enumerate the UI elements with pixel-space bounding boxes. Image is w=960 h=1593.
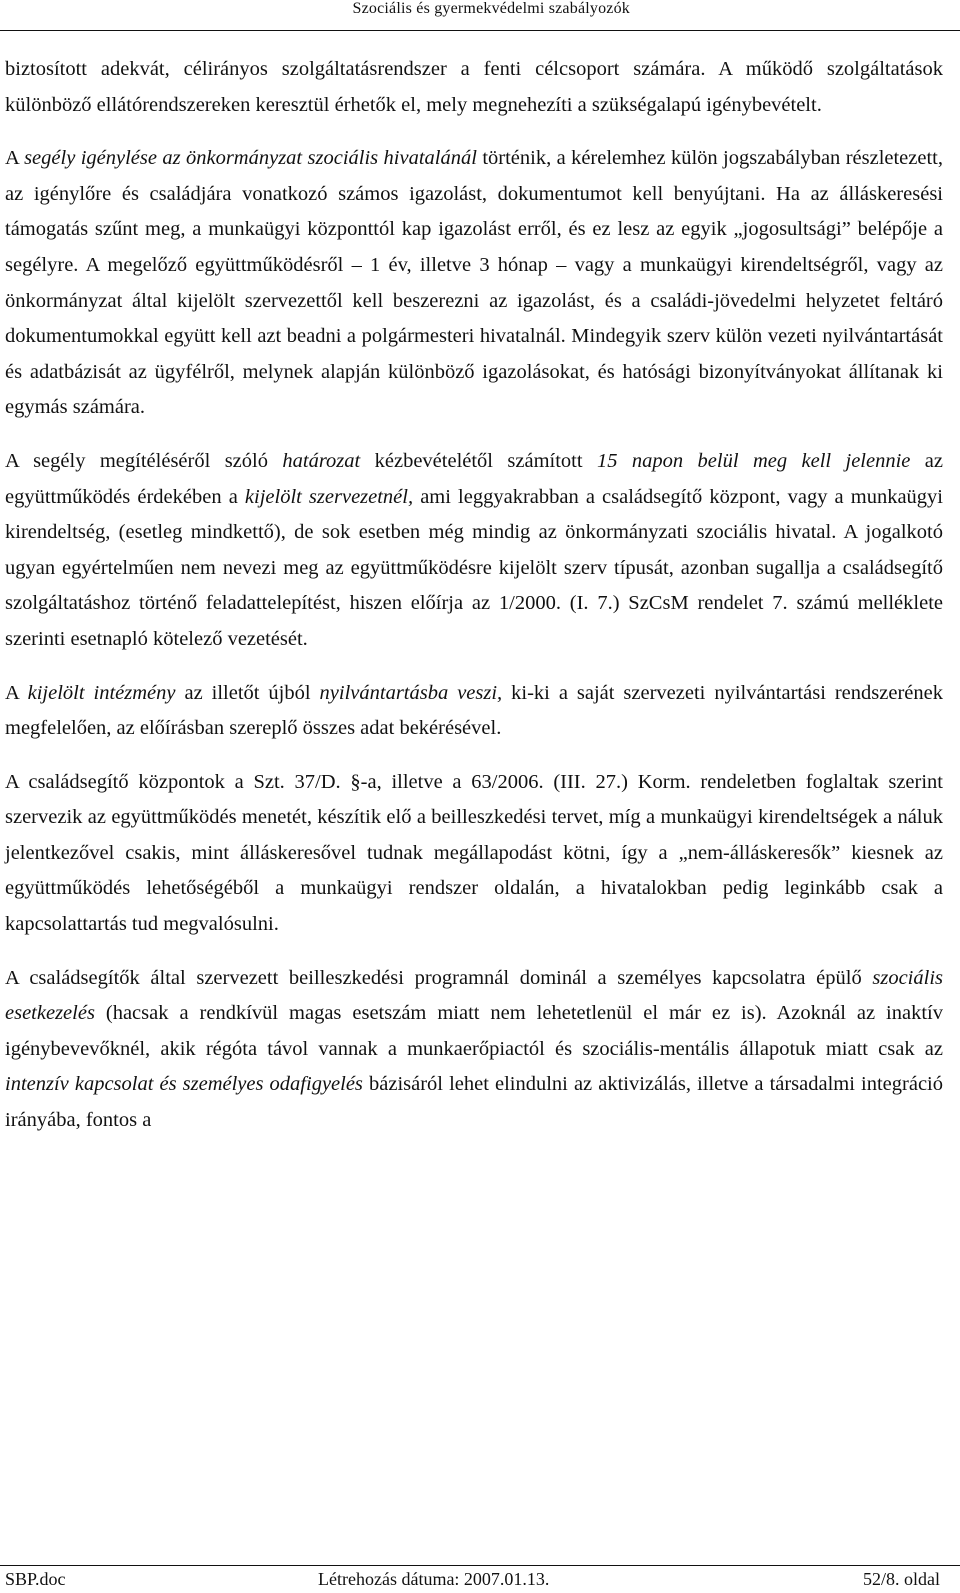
text-run: történik, a kérelemhez külön jogszabályban részletezett, az igénylőre és családjára vonatkozó számos igazolást, dokumentumot kell benyújtani. Ha az álláskeresési támogatás szűnt meg, a munkaügyi központtól kap igazolást erről, és ez lesz az egyik „jogosultsági” belépője a segélyre. A megelőző együttműködésről – 1 év, illetve 3 hónap – vagy a munkaügyi kirendeltségről, vagy az önkormányzat által kijelölt szervezettől kell beszerezni az igazolást, és a családi-jövedelmi helyzetet feltáró dokumentumokkal együtt kell azt beadni a polgármesteri hivatalnál. Mindegyik szerv külön vezeti nyilvántartását és adatbázisát az ügyfélről, melynek alapján különböző igazolásokat, és hatósági bizonyítványokat állítanak ki egymás számára. xyxy=(5,147,943,419)
paragraph xyxy=(5,961,943,1139)
footer-divider xyxy=(0,1565,960,1566)
text-run: bázisáról lehet elindulni az aktivizálás, illetve a társadalmi integráció irányába, fontos a xyxy=(5,1073,943,1132)
footer-filename: SBP.doc xyxy=(5,1569,66,1589)
text-run: A xyxy=(5,147,25,170)
italic-text-run: intenzív kapcsolat és személyes odafigyelés xyxy=(5,1073,363,1096)
text-run: biztosított adekvát, célirányos szolgáltatásrendszer a fenti célcsoport számára. A működő szolgáltatások különböző ellátórendszereken keresztül érhetők el, mely megnehezíti a szükségalapú igénybevételt. xyxy=(5,58,943,116)
text-run: az illetőt újból xyxy=(175,681,320,704)
italic-text-run: nyilvántartásba veszi, xyxy=(319,681,503,704)
text-run: ki-ki a saját szervezeti nyilvántartási rendszerének megfelelően, az előírásban szereplő összes adat bekérésével. xyxy=(5,681,943,740)
text-run: A segély megítéléséről szóló xyxy=(5,449,283,472)
text-run: ami leggyakrabban a családsegítő központ, vagy a munkaügyi kirendeltség, (esetleg mindkettő), de sok esetben még mindig az önkormányzati szociális hivatal. A jogalkotó ugyan egyértelműen nem nevezi meg az együttműködésre kijelölt szerv típusát, azonban sugallja a családsegítő szolgáltatáshoz történő feladattelepítést, hiszen előírja az 1/2000. (I. 7.) SzCsM rendelet 7. számú melléklete szerinti esetnapló kötelező vezetését. xyxy=(5,485,943,650)
text-run: A családsegítők által szervezett beilleszkedési programnál dominál a személyes kapcsolatra épülő xyxy=(5,966,873,989)
italic-text-run: 15 napon belül meg kell jelennie xyxy=(596,449,911,472)
text-run: A xyxy=(5,681,28,704)
italic-text-run: szociális esetkezelés xyxy=(5,966,943,1025)
text-run: (hacsak a rendkívül magas esetszám miatt nem lehetetlenül el már ez is). Azoknál az inaktív igénybevevőknél, akik régóta távol vannak a munkaerőpiactól és szociális-mentális állapotuk miatt csak az xyxy=(5,1002,943,1060)
paragraph xyxy=(5,676,943,747)
text-run: az együttműködés érdekében a xyxy=(5,449,943,508)
text-run: A családsegítő központok a Szt. 37/D. §-a, illetve a 63/2006. (III. 27.) Korm. rendeletben foglaltak szerint szervezik az együttműködés menetét, készítik elő a beilleszkedési tervet, míg a munkaügyi kirendeltségek a náluk jelentkezővel csakis, mint álláskeresővel tudnak megállapodást kötni, így a „nem-álláskeresők” kiesnek az együttműködés lehetőségéből a munkaügyi rendszer oldalán, a hivatalokban pedig leginkább csak a kapcsolattartás tud megvalósulni. xyxy=(5,770,943,936)
header-divider xyxy=(0,30,960,31)
italic-text-run: kijelölt intézmény xyxy=(27,681,176,704)
italic-text-run: segély igénylése az önkormányzat szociális hivatalánál xyxy=(24,147,477,170)
footer-created-date: Létrehozás dátuma: 2007.01.13. xyxy=(318,1569,550,1589)
header-title: Szociális és gyermekvédelmi szabályozók xyxy=(352,0,630,17)
paragraph xyxy=(5,141,943,426)
italic-text-run: határozat xyxy=(282,449,361,472)
page-footer xyxy=(0,1565,960,1593)
paragraph xyxy=(5,765,943,943)
page-header xyxy=(0,0,960,32)
paragraph xyxy=(5,52,943,123)
footer-page-number: 52/8. oldal xyxy=(863,1569,940,1589)
italic-text-run: kijelölt szervezetnél, xyxy=(244,485,414,508)
paragraph xyxy=(5,444,943,658)
document-body xyxy=(5,52,943,1139)
text-run: kézbevételétől számított xyxy=(360,449,597,472)
